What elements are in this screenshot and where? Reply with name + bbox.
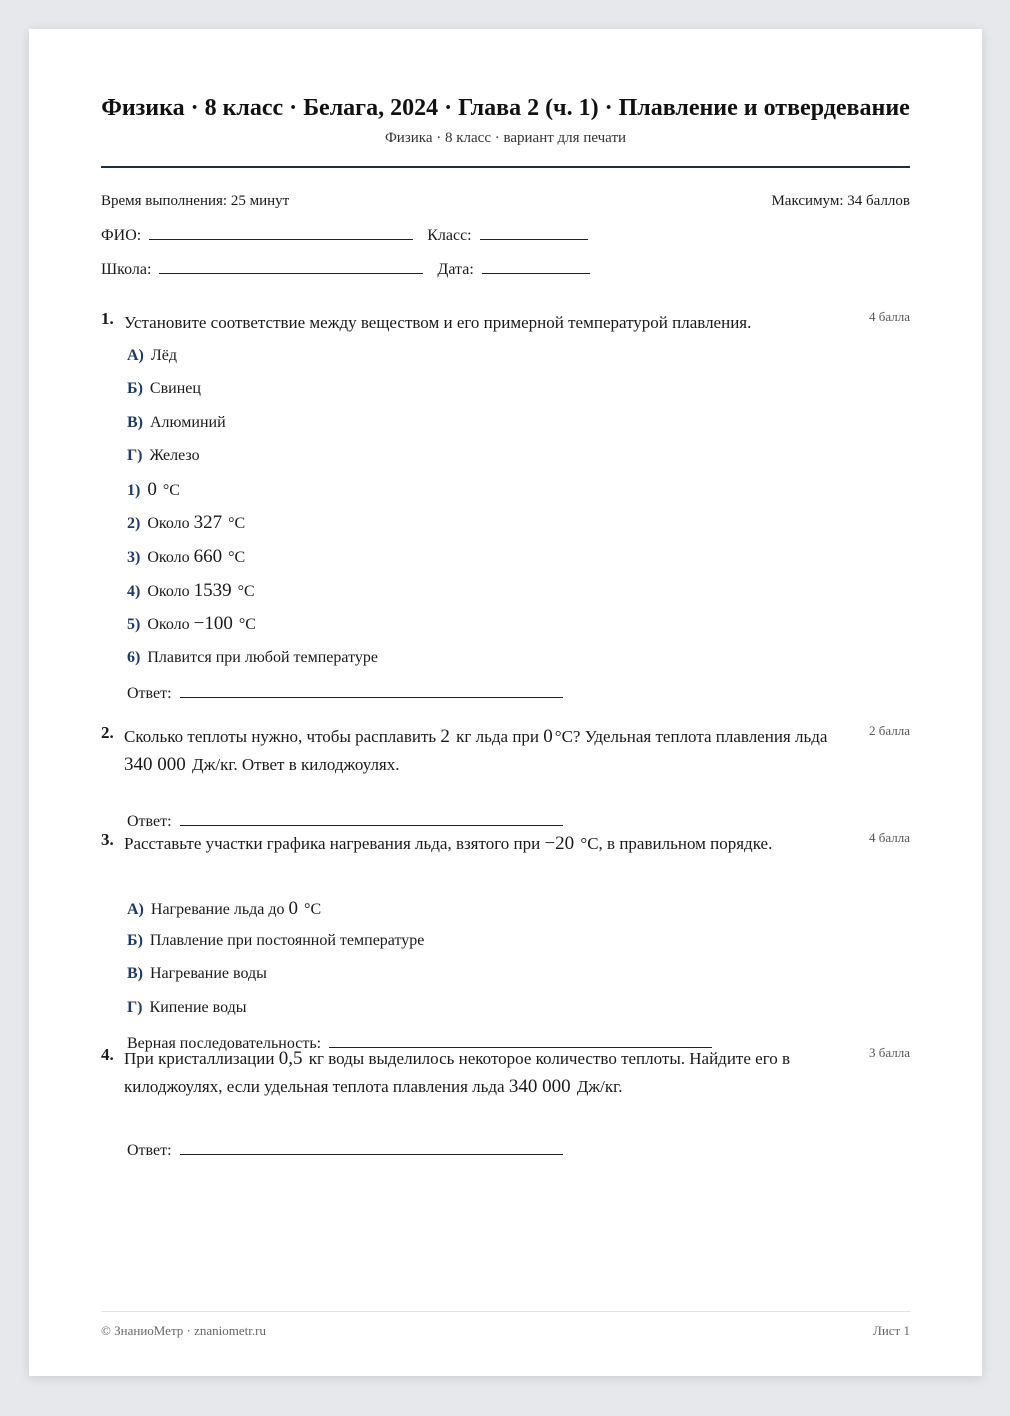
question-number: 3. xyxy=(101,830,114,849)
question-points: 3 балла xyxy=(869,1045,910,1060)
answer-row xyxy=(127,1140,563,1160)
option-d: Г) Кипение воды xyxy=(127,999,247,1016)
date-field[interactable] xyxy=(482,259,590,274)
question-points: 4 балла xyxy=(869,309,910,324)
page-subtitle: Физика · 8 класс · вариант для печати xyxy=(384,130,627,146)
footer-divider xyxy=(101,1311,910,1312)
answer-field[interactable] xyxy=(180,811,563,826)
footer-copyright: © ЗнаниоМетр · znaniometr.ru xyxy=(101,1323,266,1338)
option-a: А) Нагревание льда до 0 °C xyxy=(127,898,322,919)
question-number: 2. xyxy=(101,723,114,742)
option-b: Б) Плавление при постоянной температуре xyxy=(127,932,425,949)
class-field[interactable] xyxy=(480,225,588,240)
school-label: Школа: xyxy=(101,261,152,278)
question-points: 2 балла xyxy=(869,723,910,738)
question-number: 1. xyxy=(101,309,114,328)
answer-label: Ответ: xyxy=(127,685,172,702)
answer-field[interactable] xyxy=(180,683,563,698)
answer-field[interactable] xyxy=(180,1140,563,1155)
question-text: При кристаллизации 0,5 кг воды выделилось некоторое количество теплоты. Найдите его в килоджоулях, если удельная теплота плавления льда 340 000 Дж/кг. xyxy=(124,1048,791,1097)
answer-label: Ответ: xyxy=(127,813,172,830)
fio-label: ФИО: xyxy=(101,227,142,244)
answer-option-2: 2) Около 327 °C xyxy=(127,512,246,533)
question-text: Установите соответствие между веществом и его примерной температурой плавления. xyxy=(124,313,752,332)
option-c: В) Алюминий xyxy=(127,414,226,431)
date-label: Дата: xyxy=(437,261,474,278)
name-class-row xyxy=(101,225,910,245)
answer-option-1: 1) 0 °C xyxy=(127,479,180,500)
worksheet-page xyxy=(29,29,982,1376)
max-score: Максимум: 34 баллов xyxy=(771,193,910,209)
school-date-row xyxy=(101,259,910,279)
page-title: Физика · 8 класс · Белага, 2024 · Глава 2 (ч. 1) · Плавление и отвердевание xyxy=(101,95,910,121)
option-c: В) Нагревание воды xyxy=(127,965,267,982)
option-d: Г) Железо xyxy=(127,447,200,464)
question-text: Расставьте участки графика нагревания льда, взятого при −20 °C, в правильном порядке. xyxy=(124,833,773,854)
answer-option-3: 3) Около 660 °C xyxy=(127,546,246,567)
fio-field[interactable] xyxy=(149,225,413,240)
option-a: А) Лёд xyxy=(127,347,177,364)
header-divider xyxy=(101,166,910,168)
answer-row xyxy=(127,811,563,831)
option-b: Б) Свинец xyxy=(127,380,201,397)
time-limit: Время выполнения: 25 минут xyxy=(101,193,290,209)
answer-label: Ответ: xyxy=(127,1142,172,1159)
answer-option-4: 4) Около 1539 °C xyxy=(127,580,255,601)
answer-row xyxy=(127,683,563,703)
school-field[interactable] xyxy=(159,259,423,274)
answer-label: Верная последовательность: xyxy=(127,1035,322,1052)
answer-option-5: 5) Около −100 °C xyxy=(127,613,256,634)
answer-option-6: 6) Плавится при любой температуре xyxy=(127,649,378,666)
question-text: Сколько теплоты нужно, чтобы расплавить 2 кг льда при 0 °C? Удельная теплота плавления льда 340 000 Дж/кг. Ответ в килоджоулях. xyxy=(124,726,828,775)
question-points: 4 балла xyxy=(869,830,910,845)
question-number: 4. xyxy=(101,1045,114,1064)
class-label: Класс: xyxy=(427,227,472,244)
footer-page-number: Лист 1 xyxy=(873,1323,910,1338)
